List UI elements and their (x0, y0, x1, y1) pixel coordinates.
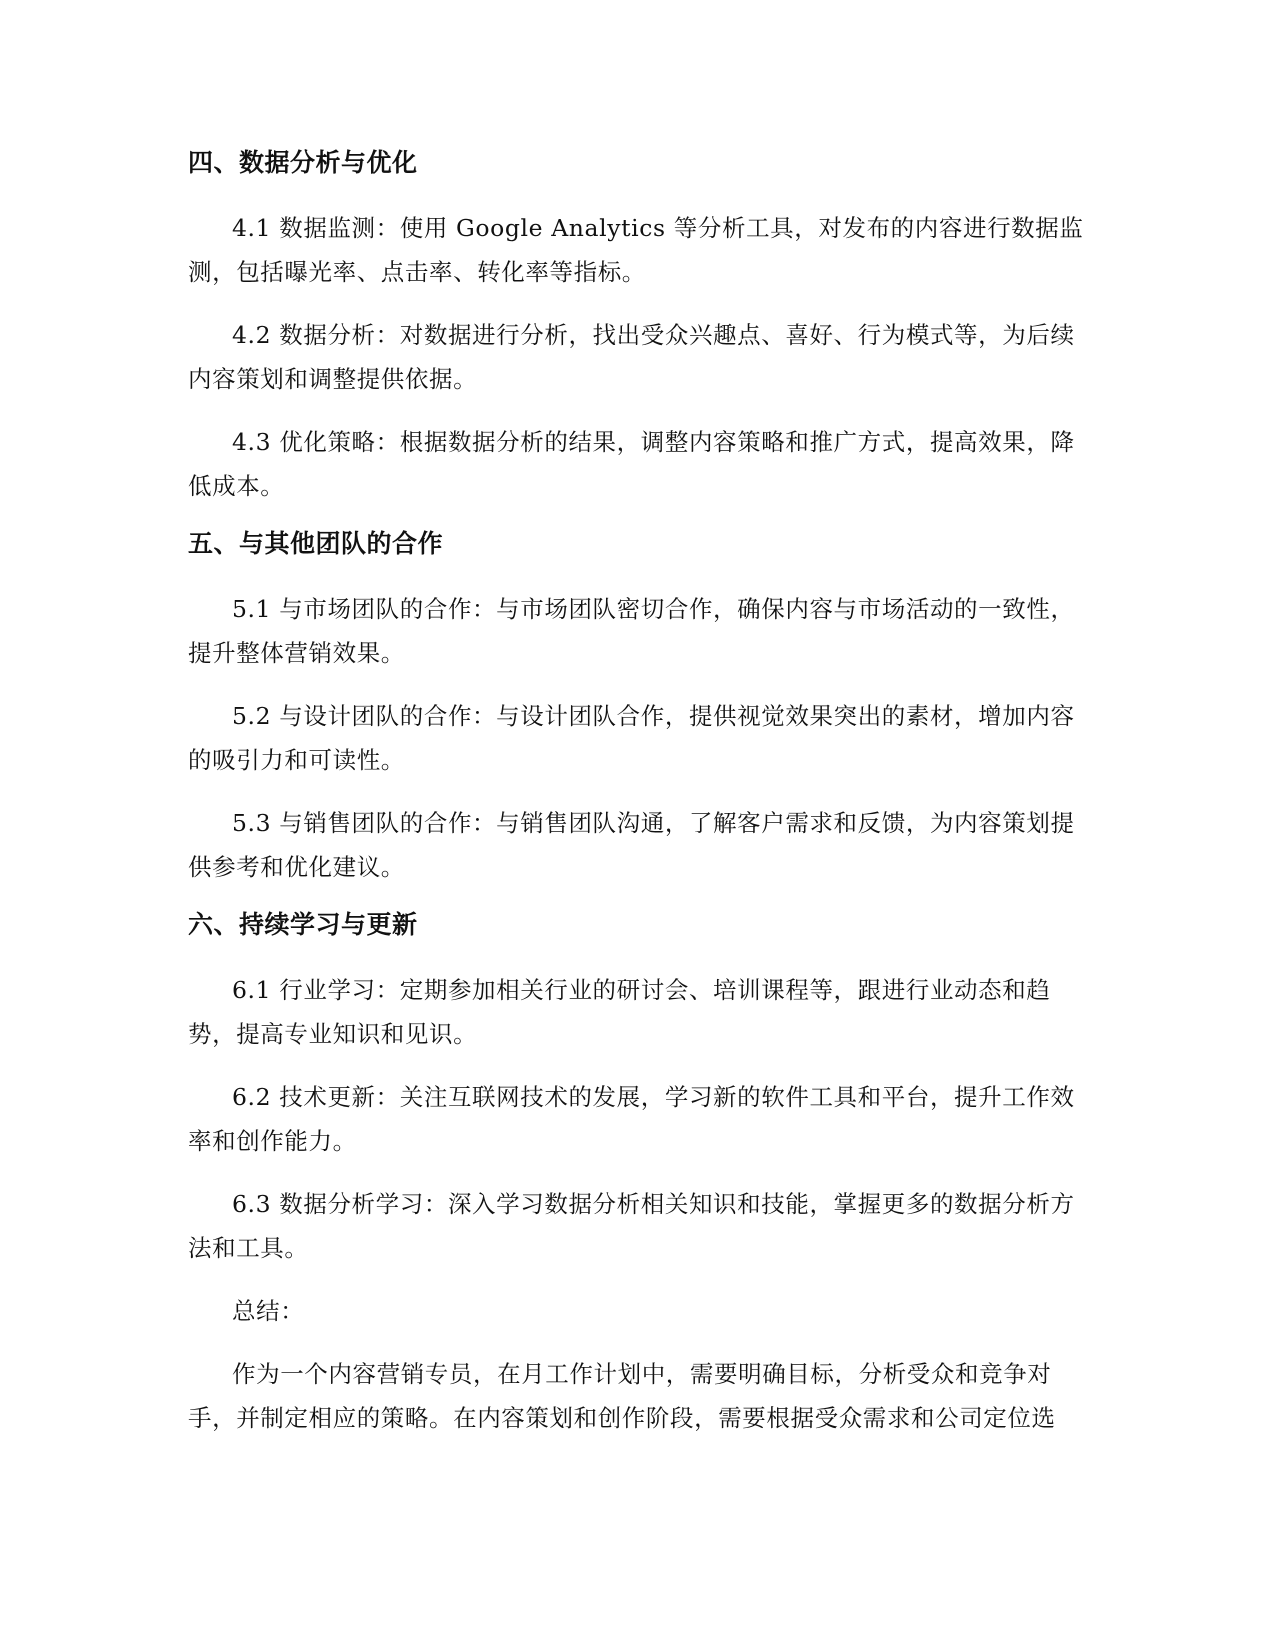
paragraph: 5.3 与销售团队的合作：与销售团队沟通，了解客户需求和反馈，为内容策划提供参考和优化建议。 (188, 809, 1075, 881)
paragraph: 4.3 优化策略：根据数据分析的结果，调整内容策略和推广方式，提高效果，降低成本。 (188, 428, 1075, 500)
section-data-analysis (188, 146, 1088, 508)
paragraph: 4.2 数据分析：对数据进行分析，找出受众兴趣点、喜好、行为模式等，为后续内容策划和调整提供依据。 (188, 321, 1075, 393)
paragraph: 4.1 数据监测：使用 Google Analytics 等分析工具，对发布的内容进行数据监测，包括曝光率、点击率、转化率等指标。 (188, 214, 1084, 286)
summary-label: 总结： (232, 1297, 305, 1325)
document-body (188, 146, 1088, 1459)
section-continuous-learning (188, 908, 1088, 1270)
section-heading: 五、与其他团队的合作 (188, 529, 444, 558)
section-team-cooperation (188, 527, 1088, 889)
summary-paragraph: 作为一个内容营销专员，在月工作计划中，需要明确目标，分析受众和竞争对手，并制定相应的策略。在内容策划和创作阶段，需要根据受众需求和公司定位选 (188, 1360, 1056, 1432)
section-heading: 六、持续学习与更新 (188, 910, 418, 939)
paragraph: 5.1 与市场团队的合作：与市场团队密切合作，确保内容与市场活动的一致性，提升整体营销效果。 (188, 595, 1075, 667)
paragraph: 5.2 与设计团队的合作：与设计团队合作，提供视觉效果突出的素材，增加内容的吸引力和可读性。 (188, 702, 1075, 774)
paragraph: 6.1 行业学习：定期参加相关行业的研讨会、培训课程等，跟进行业动态和趋势，提高专业知识和见识。 (188, 976, 1051, 1048)
section-heading: 四、数据分析与优化 (188, 148, 418, 177)
paragraph: 6.2 技术更新：关注互联网技术的发展，学习新的软件工具和平台，提升工作效率和创作能力。 (188, 1083, 1075, 1155)
paragraph: 6.3 数据分析学习：深入学习数据分析相关知识和技能，掌握更多的数据分析方法和工具。 (188, 1190, 1075, 1262)
